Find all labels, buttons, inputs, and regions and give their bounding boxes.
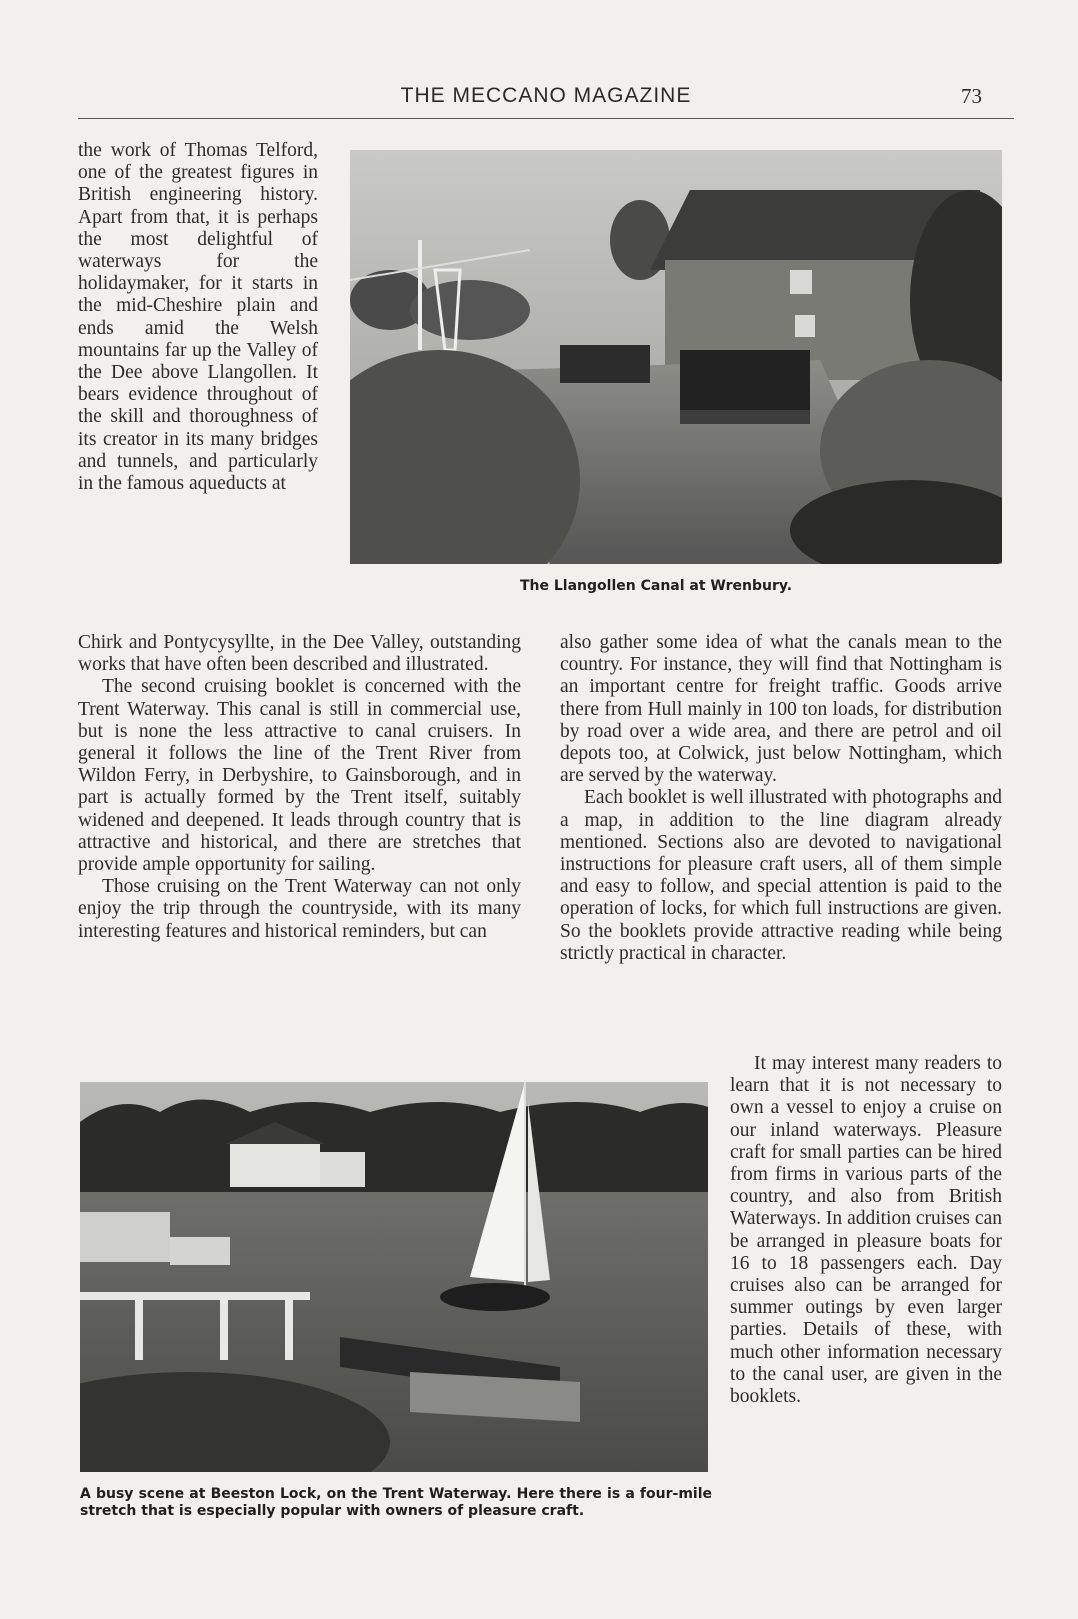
right-column-text [560, 632, 1002, 965]
page-header [78, 84, 1014, 119]
paragraph-trent-cruising: Those cruising on the Trent Waterway can not only enjoy the trip through the countryside, with its many interesting features and historical reminders, but can [78, 876, 521, 942]
paragraph-hire-craft: It may interest many readers to learn that it is not necessary to own a vessel to enjoy a cruise on our inland waterways. Pleasure craft for small parties can be hired from firms in various parts of the country, and also from British Waterways. In addition cruises can be arranged in pleasure boats for 16 to 18 passengers each. Day cruises also can be arranged for summer outings by even larger parties. Details of these, with much other information necessary to the canal user, are given in the booklets. [730, 1053, 1002, 1408]
left-column-top-text [78, 140, 318, 495]
paragraph-canals-meaning: also gather some idea of what the canals mean to the country. For instance, they will find that Nottingham is an important centre for freight traffic. Goods arrive there from Hull mainly in 100 ton loads, for distribution by road over a wide area, and there are petrol and oil depots too, at Colwick, just below Nottingham, which are served by the waterway. [560, 632, 1002, 787]
paragraph-telford: the work of Thomas Telford, one of the greatest figures in British engineering history. Apart from that, it is perhaps the most delightful of waterways for the holidaymaker, for it starts in the mid-Cheshire plain and ends amid the Welsh mountains far up the Valley of the Dee above Llangollen. It bears evidence throughout of the skill and thoroughness of its creator in its many bridges and tunnels, and particularly in the famous aqueducts at [78, 140, 318, 495]
photo-llangollen-caption: The Llangollen Canal at Wrenbury. [520, 578, 793, 594]
paragraph-trent-booklet: The second cruising booklet is concerned with the Trent Waterway. This canal is still in commercial use, but is none the less attractive to canal cruisers. In general it follows the line of the Trent River from Wildon Ferry, in Derbyshire, to Gainsborough, and in part is actually formed by the Trent itself, suitably widened and deepened. It leads through country that is attractive and historical, and there are stretches that provide ample opportunity for sailing. [78, 676, 521, 876]
photo-llangollen-canal [350, 150, 1002, 564]
paragraph-chirk: Chirk and Pontycysyllte, in the Dee Valley, outstanding works that have often been described and illustrated. [78, 632, 521, 676]
photo-beeston-lock [80, 1082, 708, 1472]
paragraph-booklet-illustrated: Each booklet is well illustrated with photographs and a map, in addition to the line diagram already mentioned. Sections also are devoted to navigational instructions for pleasure craft users, all of them simple and easy to follow, and special attention is paid to the operation of locks, for which full instructions are given. So the booklets provide attractive reading while being strictly practical in character. [560, 787, 1002, 964]
photo-beeston-caption: A busy scene at Beeston Lock, on the Trent Waterway. Here there is a four-mile stretch that is especially popular with owners of pleasure craft. [80, 1486, 712, 1519]
magazine-title: THE MECCANO MAGAZINE [400, 84, 692, 107]
page-number: 73 [961, 84, 982, 108]
left-column-text [78, 632, 521, 943]
right-column-bottom-text [730, 1053, 1002, 1408]
